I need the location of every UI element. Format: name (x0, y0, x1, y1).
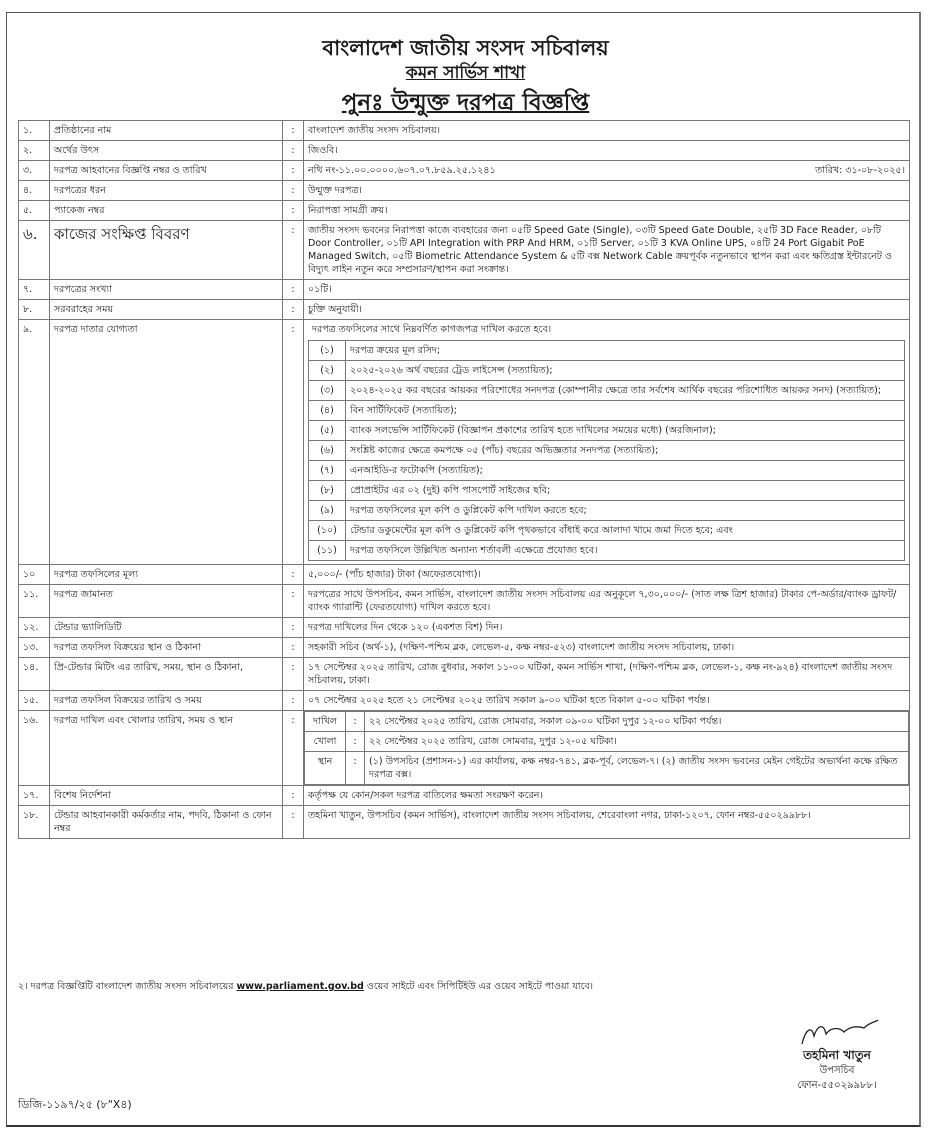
row-value (304, 638, 910, 658)
row-label: দরপত্র জামানত (50, 585, 283, 618)
item-number: (১০) (309, 521, 346, 541)
list-item (309, 381, 905, 401)
website-note (18, 980, 593, 995)
row-value-text: জাতীয় সংসদ ভবনের নিরাপত্তা কাজে ব্যবহারের জন্য ০৫টি Speed Gate (Single), ০৩টি Speed Gate Double, ২৫টি 3D Face Reader, ০৮টি Door Controller, ০১টি API Integration with PRP And HRM, ০১টি Server, ০১টি 3 KVA Online UPS, ০৪টি 24 Port Gigabit PoE Managed Switch, ০৫টি Biometric Attendance System & ৫টি বক্স Network Cable ক্রয়পূর্বক নতুনভাবে স্থাপন করা এবং ক্ষতিগ্রস্ত ইন্টারনেট ও বিদ্যুৎ লাইন নতুন করে সম্প্রসারণ/স্থাপন করা সংক্রান্ত। (308, 225, 892, 275)
schedule-subtable (304, 711, 909, 785)
list-item (309, 501, 905, 521)
colon-separator: : (283, 121, 304, 141)
row-value (304, 221, 910, 280)
memo-number: ডিজি-১১৯৭/২৫ (৮"X৪) (18, 1098, 132, 1111)
table-row (19, 691, 910, 711)
item-text: দরপত্র ক্রয়ের মূল রসিদ; (346, 341, 905, 361)
item-number: (৪) (309, 401, 346, 421)
colon-separator: : (283, 280, 304, 300)
row-value (304, 691, 910, 711)
row-number: ১৭. (19, 786, 50, 806)
table-row (19, 121, 910, 141)
row-number: ৯. (19, 320, 50, 565)
row-value (304, 141, 910, 161)
branch-name: কমন সার্ভিস শাখা (405, 63, 526, 83)
row-value-text: ১৭ সেপ্টেম্বর ২০২৫ তারিখ, রোজ বুধবার, সকাল ১১-০০ ঘটিকা, কমন সার্ভিস শাখা, (দক্ষিণ-পশ্চিম ব্লক, লেভেল-১, কক্ষ নং-৯২৪) বাংলাদেশ জাতীয় সংসদ সচিবালয়, ঢাকা। (308, 662, 893, 686)
schedule-row (305, 752, 909, 785)
row-value-text: বাংলাদেশ জাতীয় সংসদ সচিবালয়। (308, 125, 441, 136)
org-name: বাংলাদেশ জাতীয় সংসদ সচিবালয় (322, 36, 609, 60)
colon-separator: : (283, 658, 304, 691)
row-value-text: চুক্তি অনুযায়ী। (308, 304, 362, 315)
list-item (309, 361, 905, 381)
row-value-text: তহমিনা খাতুন, উপসচিব (কমন সার্ভিস), বাংলাদেশ জাতীয় সংসদ সচিবালয়, শেরেবাংলা নগর, ঢাকা-১২০৭, ফোন নম্বর-৫৫০২৯৯৮৮। (308, 810, 811, 821)
schedule-key: খোলা (305, 732, 346, 752)
item-number: (২) (309, 361, 346, 381)
row-number: ১৩. (19, 638, 50, 658)
row-label: দরপত্র তফসিলের মূল্য (50, 565, 283, 585)
row-label: অর্থের উৎস (50, 141, 283, 161)
parliament-website-link[interactable]: www.parliament.gov.bd (236, 981, 364, 992)
table-row (19, 300, 910, 320)
row-label: দরপত্রের ধরন (50, 181, 283, 201)
colon-separator: : (283, 618, 304, 638)
colon-separator: : (283, 711, 304, 786)
item-text: বিন সার্টিফিকেট (সত্যায়িত); (346, 401, 905, 421)
table-row (19, 280, 910, 300)
table-row (19, 658, 910, 691)
row-number: ৩. (19, 161, 50, 181)
row-value (304, 711, 910, 786)
item-text: দরপত্র তফসিলের মূল কপি ও ডুপ্লিকেট কপি দাখিল করতে হবে; (346, 501, 905, 521)
table-row (19, 806, 910, 839)
row-value-text: নথি নং-১১.০০.০০০০.৬০৭.০৭.৮৫৯.২৫.১২৪১ (308, 165, 496, 176)
schedule-value: (১) উপসচিব (প্রশাসন-১) এর কার্যালয়, কক্ষ নম্বর-৭৪১, ব্লক-পূর্ব, লেভেল-৭। (২) জাতীয় সংসদ ভবনের মেইন গেইটের অভ্যর্থনা কক্ষে রক্ষিত দরপত্র বক্স। (365, 752, 909, 785)
row-value (304, 201, 910, 221)
colon-separator: : (346, 752, 365, 785)
list-item (309, 521, 905, 541)
list-item (309, 461, 905, 481)
list-item (309, 401, 905, 421)
row-value (304, 565, 910, 585)
colon-separator: : (283, 161, 304, 181)
schedule-key: স্থান (305, 752, 346, 785)
row-label: প্যাকেজ নম্বর (50, 201, 283, 221)
colon-separator: : (283, 638, 304, 658)
row-number: ১. (19, 121, 50, 141)
schedule-row (305, 712, 909, 732)
row-value (304, 121, 910, 141)
table-row (19, 201, 910, 221)
signatory-name: তহমিনা খাতুন (803, 1048, 871, 1062)
schedule-value: ২২ সেপ্টেম্বর ২০২৫ তারিখ, রোজ সোমবার, দুপুর ১২-০৫ ঘটিকা। (365, 732, 909, 752)
row-label: টেন্ডার ভ্যালিডিটি (50, 618, 283, 638)
list-item (309, 441, 905, 461)
item-number: (১১) (309, 541, 346, 561)
table-row (19, 181, 910, 201)
row-number: ৮. (19, 300, 50, 320)
item-number: (৯) (309, 501, 346, 521)
colon-separator: : (283, 585, 304, 618)
row-number: ১০ (19, 565, 50, 585)
row-label: দরপত্রের সংখ্যা (50, 280, 283, 300)
row-value-text: দরপত্রের সাথে উপসচিব, কমন সার্ভিস, বাংলাদেশ জাতীয় সংসদ সচিবালয় এর অনুকূলে ৭,৩০,০০০/- (সাত লক্ষ ত্রিশ হাজার) টাকার পে-অর্ডার/ব্যাংক ড্রাফট/ব্যাংক গ্যারান্টি (ফেরতযোগ্য) দাখিল করতে হবে। (308, 589, 897, 613)
row-value (304, 786, 910, 806)
list-item (309, 421, 905, 441)
row-value (304, 280, 910, 300)
colon-separator: : (346, 712, 365, 732)
row-value (304, 161, 910, 181)
row-number: ১২. (19, 618, 50, 638)
signatory-designation: উপসচিব (819, 1065, 855, 1076)
table-row (19, 711, 910, 786)
row-label: দরপত্র তফসিল বিক্রয়ের স্থান ও ঠিকানা (50, 638, 283, 658)
row-label: দরপত্র দাখিল এবং খোলার তারিখ, সময় ও স্থান (50, 711, 283, 786)
item-text: ব্যাংক সলভেন্সি সার্টিফিকেট (বিজ্ঞাপন প্রকাশের তারিখ হতে দাখিলের সময়ের মধ্যে) (অরজিনাল); (346, 421, 905, 441)
schedule-row (305, 732, 909, 752)
item-number: (৫) (309, 421, 346, 441)
row-value (304, 658, 910, 691)
list-item (309, 341, 905, 361)
list-item (309, 481, 905, 501)
row-value (304, 320, 910, 565)
signatory-phone: ফোন-৫৫০২৯৯৮৮। (797, 1080, 877, 1091)
row-number: ৪. (19, 181, 50, 201)
item-text: দরপত্র তফসিলে উল্লিখিত অন্যান্য শর্তাবলী এক্ষেত্রে প্রযোজ্য হবে। (346, 541, 905, 561)
colon-separator: : (283, 565, 304, 585)
item-number: (৮) (309, 481, 346, 501)
row-value-text: সহকারী সচিব (অর্থ-১), (দক্ষিণ-পশ্চিম ব্লক, লেভেল-৫, কক্ষ নম্বর-৫২৩) বাংলাদেশ জাতীয় সংসদ সচিবালয়, ঢাকা। (308, 642, 735, 653)
table-row (19, 565, 910, 585)
row-number: ৬. (19, 221, 50, 280)
row-label: দরপত্র দাতার যোগ্যতা (50, 320, 283, 565)
row-label: প্রি-টেন্ডার মিটিং এর তারিখ, সময়, স্থান ও ঠিকানা, (50, 658, 283, 691)
colon-separator: : (283, 691, 304, 711)
notice-title: পুনঃ উন্মুক্ত দরপত্র বিজ্ঞপ্তি (341, 90, 590, 116)
item-number: (৭) (309, 461, 346, 481)
notice-date: তারিখ: ৩১-০৮-২০২৫। (815, 165, 905, 176)
item-text: ২০২৪-২০২৫ কর বছরের আয়কর পরিশোধের সনদপত্র (কোম্পানীর ক্ষেত্রে তার সর্বশেষ আর্থিক বছরের পরিশোধিত আয়কর সনদ) (সত্যায়িত); (346, 381, 905, 401)
colon-separator: : (283, 181, 304, 201)
row-value-text: ৫,০০০/- (পাঁচ হাজার) টাকা (অফেরতযোগ্য)। (308, 569, 481, 580)
row-value-text: ০১টি। (308, 284, 332, 295)
colon-separator: : (283, 221, 304, 280)
row-number: ১৫. (19, 691, 50, 711)
table-row (19, 161, 910, 181)
item-text: এনআইডি-র ফটোকপি (সত্যায়িত); (346, 461, 905, 481)
row-value-text: কর্তৃপক্ষ যে কোন/সকল দরপত্র বাতিলের ক্ষমতা সংরক্ষণ করেন। (308, 790, 543, 801)
row-label: সরবরাহের সময় (50, 300, 283, 320)
row-label: দরপত্র আহবানের বিজ্ঞপ্তি নম্বর ও তারিখ (50, 161, 283, 181)
list-item (309, 541, 905, 561)
item-text: টেন্ডার ডকুমেন্টের মূল কপি ও ডুপ্লিকেট কপি পৃথকভাবে বাঁধাই করে আলাদা খামে জমা দিতে হবে; এবং (346, 521, 905, 541)
table-row (19, 618, 910, 638)
item-number: (১) (309, 341, 346, 361)
table-row (19, 786, 910, 806)
colon-separator: : (283, 300, 304, 320)
tender-details-table (18, 120, 910, 839)
colon-separator: : (346, 732, 365, 752)
row-value-text: জিওবি। (308, 145, 338, 156)
row-value (304, 618, 910, 638)
row-number: ১১. (19, 585, 50, 618)
item-number: (৩) (309, 381, 346, 401)
schedule-key: দাখিল (305, 712, 346, 732)
row-value-text: উন্মুক্ত দরপত্র। (308, 185, 362, 196)
row-value-text: নিরাপত্তা সামগ্রী ক্রয়। (308, 205, 388, 216)
row-number: ১৮. (19, 806, 50, 839)
schedule-value: ২২ সেপ্টেম্বর ২০২৫ তারিখ, রোজ সোমবার, সকাল ০৯-০০ ঘটিকা দুপুর ১২-০০ ঘটিকা পর্যন্ত। (365, 712, 909, 732)
row-number: ৫. (19, 201, 50, 221)
item-number: (৬) (309, 441, 346, 461)
note-suffix: ওয়েব সাইটে এবং সিপিটিইউ এর ওয়েব সাইটে পাওয়া যাবে। (363, 981, 594, 992)
row-value (304, 585, 910, 618)
row-number: ২. (19, 141, 50, 161)
item-text: প্রোপ্রাইটর এর ০২ (দুই) কপি পাসপোর্ট সাইজের ছবি; (346, 481, 905, 501)
row-label: টেন্ডার আহবানকারী কর্মকর্তার নাম, পদবি, ঠিকানা ও ফোন নম্বর (50, 806, 283, 839)
requirements-list (308, 340, 905, 561)
row-value (304, 300, 910, 320)
row-label: দরপত্র তফসিল বিক্রয়ের তারিখ ও সময় (50, 691, 283, 711)
row-label: বিশেষ নির্দেশনা (50, 786, 283, 806)
row-value-text: ০৭ সেপ্টেম্বর ২০২৫ হতে ২১ সেপ্টেম্বর ২০২৫ তারিখ সকাল ৯-০০ ঘটিকা হতে বিকাল ৫-০০ ঘটিকা পর্যন্ত। (308, 695, 710, 706)
colon-separator: : (283, 806, 304, 839)
colon-separator: : (283, 320, 304, 565)
handwritten-signature (777, 1018, 897, 1048)
item-text: সংশ্লিষ্ট কাজের ক্ষেত্রে কমপক্ষে ০৫ (পাঁচ) বছরের অভিজ্ঞতার সনদপত্র (সত্যায়িত); (346, 441, 905, 461)
colon-separator: : (283, 786, 304, 806)
row-number: ১৪. (19, 658, 50, 691)
row-value-text: দরপত্র তফসিলের সাথে নিম্নবর্ণিত কাগজপত্র দাখিল করতে হবে। (312, 324, 552, 335)
row-value-text: দরপত্র দাখিলের দিন থেকে ১২০ (একশত বিশ) দিন। (308, 622, 503, 633)
table-row (19, 320, 910, 565)
note-prefix: ২। দরপত্র বিজ্ঞপ্তিটি বাংলাদেশ জাতীয় সংসদ সচিবালয়ের (18, 981, 237, 992)
table-row (19, 585, 910, 618)
colon-separator: : (283, 201, 304, 221)
colon-separator: : (283, 141, 304, 161)
table-row (19, 638, 910, 658)
signature-block (777, 1018, 897, 1093)
row-label: প্রতিষ্ঠানের নাম (50, 121, 283, 141)
row-value (304, 181, 910, 201)
row-value (304, 806, 910, 839)
row-number: ৭. (19, 280, 50, 300)
item-text: ২০২৫-২০২৬ অর্থ বছরের ট্রেড লাইসেন্স (সত্যায়িত); (346, 361, 905, 381)
table-row (19, 221, 910, 280)
row-label: কাজের সংক্ষিপ্ত বিবরণ (50, 221, 283, 280)
row-number: ১৬. (19, 711, 50, 786)
table-row (19, 141, 910, 161)
